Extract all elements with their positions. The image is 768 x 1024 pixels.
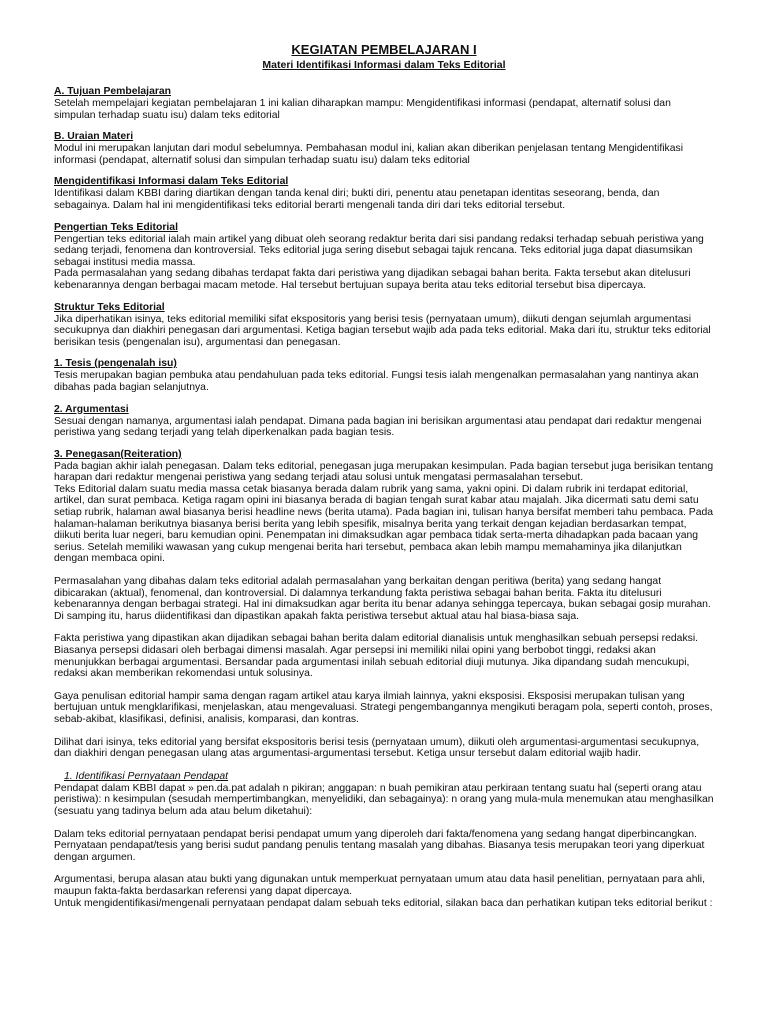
- paragraph: Pengertian teks editorial ialah main artikel yang dibuat oleh seorang redaktur berita dari sisi pandang redaksi terhadap sebuah peristiwa yang sedang terjadi, fenomena dan kontroversial. Teks editorial juga sering disebut sebagai tajuk rencana. Teks editorial juga dapat diasumsikan sebagai institusi media massa.: [54, 233, 704, 268]
- section-argumentasi: [54, 404, 714, 439]
- paragraph: Sesuai dengan namanya, argumentasi ialah pendapat. Dimana pada bagian ini berisikan argumentasi atau pendapat dari redaktur mengenai peristiwa yang sedang terjadi yang telah diperkenalkan pada bagian tesis.: [54, 415, 702, 439]
- section-heading: 2. Argumentasi: [54, 403, 129, 415]
- section-tujuan: [54, 86, 714, 121]
- section-heading: 3. Penegasan(Reiteration): [54, 448, 182, 460]
- paragraph: Pada bagian akhir ialah penegasan. Dalam teks editorial, penegasan juga merupakan kesimpulan. Pada bagian tersebut juga berisikan tentang harapan dari redaktur mengenai peristiwa yang sedang terjadi atau solusi untuk mengatasi permasalahan tersebut.: [54, 460, 714, 484]
- paragraph: Tesis merupakan bagian pembuka atau pendahuluan pada teks editorial. Fungsi tesis ialah mengenalkan permasalahan yang nantinya akan dibahas pada bagian selanjutnya.: [54, 370, 699, 393]
- section-penegasan: [54, 449, 714, 565]
- paragraph: Dalam teks editorial pernyataan pendapat berisi pendapat umum yang diperoleh dari fakta/fenomena yang sedang hangat diperbincangkan. Pernyataan pendapat/tesis yang berisi sudut pandang penulis tentang masalah yang dibahas. Biasanya tesis merupakan teori yang diperkuat dengan argumen.: [54, 828, 705, 863]
- section-heading: Mengidentifikasi Informasi dalam Teks Editorial: [54, 176, 289, 188]
- section-heading: Struktur Teks Editorial: [54, 301, 165, 313]
- sub-heading: 1. Identifikasi Pernyataan Pendapat: [64, 770, 229, 782]
- paragraph: Jika diperhatikan isinya, teks editorial memiliki sifat ekspositoris yang berisi tesis (pernyataan umum), diikuti dengan sejumlah argumentasi secukupnya dan diakhiri penegasan dari argumentasi. Ketiga bagian tersebut wajib ada pada teks editorial. Maka dari itu, struktur teks editorial berisikan tesis (pengenalan isu), argumentasi dan penegasan.: [54, 313, 711, 348]
- section-heading: Pengertian Teks Editorial: [54, 221, 178, 233]
- section-uraian: [54, 131, 714, 166]
- document-subtitle: Materi Identifikasi Informasi dalam Teks Editorial: [262, 59, 506, 71]
- document-title: KEGIATAN PEMBELAJARAN I: [291, 42, 477, 57]
- paragraph: Dilihat dari isinya, teks editorial yang bersifat ekspositoris berisi tesis (pernyataan umum), diikuti oleh argumentasi-argumentasi secukupnya, dan diakhiri dengan penegasan ulang atas argumentasi-argumentasi tersebut. Ketiga unsur tersebut dalam editorial wajib hadir.: [54, 736, 700, 760]
- section-tesis: [54, 358, 714, 393]
- paragraph: Untuk mengidentifikasi/mengenali pernyataan pendapat dalam sebuah teks editorial, silakan baca dan perhatikan kutipan teks editorial berikut :: [54, 897, 713, 909]
- section-mengidentifikasi: [54, 176, 714, 211]
- paragraph: Setelah mempelajari kegiatan pembelajaran 1 ini kalian diharapkan mampu: Mengidentifikasi informasi (pendapat, alternatif solusi dan simpulan terhadap suatu isu) dalam teks editorial: [54, 98, 671, 121]
- section-heading: A. Tujuan Pembelajaran: [54, 86, 172, 97]
- paragraph: Pendapat dalam KBBI dapat » pen.da.pat adalah n pikiran; anggapan: n buah pemikiran atau perkiraan tentang suatu hal (seperti orang atau peristiwa): n kesimpulan (sesudah mempertimbangkan, menyelidiki, dan sebagainya): n orang yang mula-mula menemukan atau menghasilkan (sesuatu yang tadinya belum ada atau belum diketahui):: [54, 782, 714, 817]
- section-pengertian: [54, 222, 714, 292]
- section-struktur: [54, 302, 714, 349]
- paragraph: Modul ini merupakan lanjutan dari modul sebelumnya. Pembahasan modul ini, kalian akan diberikan penjelasan tentang Mengidentifikasi informasi (pendapat, alternatif solusi dan simpulan terhadap suatu isu) dalam teks editorial: [54, 143, 684, 166]
- paragraph: Argumentasi, berupa alasan atau bukti yang digunakan untuk memperkuat pernyataan umum atau data hasil penelitian, pernyataan para ahli, maupun fakta-fakta berdasarkan referensi yang dapat dipercaya.: [54, 874, 705, 897]
- section-heading: 1. Tesis (pengenalah isu): [54, 358, 177, 370]
- paragraph: Pada permasalahan yang sedang dibahas terdapat fakta dari peristiwa yang dijadikan sebagai bahan berita. Fakta tersebut akan ditelusuri kebenarannya dengan berbagai macam metode. Hal tersebut bertujuan supaya berita atau teks editorial tersebut bisa dipercaya.: [54, 268, 691, 291]
- paragraph: Permasalahan yang dibahas dalam teks editorial adalah permasalahan yang berkaitan dengan peritiwa (berita) yang sedang hangat dibicarakan (aktual), fenomenal, dan kontroversial. Di dalamnya terkandung fakta peristiwa sebagai bahan berita. Fakta itu ditelusuri kebenarannya dengan berbagai strategi. Hal ini dimaksudkan agar berita itu benar adanya sehingga tepercaya, bukan sebagai gosip murahan. Di samping itu, harus diidentifikasi dan dipastikan apakah fakta peristiwa tersebut aktual atau hal biasa-biasa saja.: [54, 576, 711, 622]
- paragraph: Identifikasi dalam KBBI daring diartikan dengan tanda kenal diri; bukti diri, penentu atau penetapan identitas seseorang, benda, dan sebagainya. Dalam hal ini mengidentifikasi teks editorial berarti mengenali tanda diri dari teks editorial tersebut.: [54, 188, 660, 211]
- paragraph: Fakta peristiwa yang dipastikan akan dijadikan sebagai bahan berita dalam editorial dianalisis untuk menghasilkan sebuah persepsi redaksi. Biasanya persepsi didasari oleh berbagai dimensi masalah. Agar persepsi ini memiliki nilai opini yang berbobot tinggi, redaksi akan menunjukkan berbagai argumentasi. Bersandar pada argumentasi inilah sebuah editorial diuji mutunya. Jika dipandang sudah mencukupi, redaksi akan memberikan rekomendasi untuk solusinya.: [54, 633, 699, 680]
- paragraph: Teks Editorial dalam suatu media massa cetak biasanya berada dalam rubrik yang sama, yakni opini. Di dalam rubrik ini terdapat editorial, artikel, dan surat pembaca. Ketiga ragam opini ini biasanya berada di bagian tengah surat kabar atau majalah. Jika dicermati satu demi satu setiap rubrik, halaman awal biasanya berisi headline news (berita utama). Pada bagian ini, tulisan hanya bersifat memberi tahu pembaca. Pada halaman-halaman berikutnya biasanya berisi berita yang lebih spesifik, misalnya berita yang terkait dengan kejadian berdasarkan tempat, diikuti berita luar negeri, baru kemudian opini. Penempatan ini dimaksudkan agar pembaca tidak serta-merta dihadapkan pada bacaan yang serius. Setelah memiliki wawasan yang cukup mengenai berita hari tersebut, pembaca akan lebih mampu memahaminya jika dilanjutkan dengan membaca opini.: [54, 483, 714, 565]
- section-heading: B. Uraian Materi: [54, 131, 134, 143]
- paragraph: Gaya penulisan editorial hampir sama dengan ragam artikel atau karya ilmiah lainnya, yakni eksposisi. Eksposisi merupakan tulisan yang bertujuan untuk mengklarifikasi, menjelaskan, atau mengevaluasi. Strategi pengembangannya mengikuti beragam pola, seperti contoh, proses, sebab-akibat, klasifikasi, definisi, analisis, komparasi, dan kontras.: [54, 690, 713, 725]
